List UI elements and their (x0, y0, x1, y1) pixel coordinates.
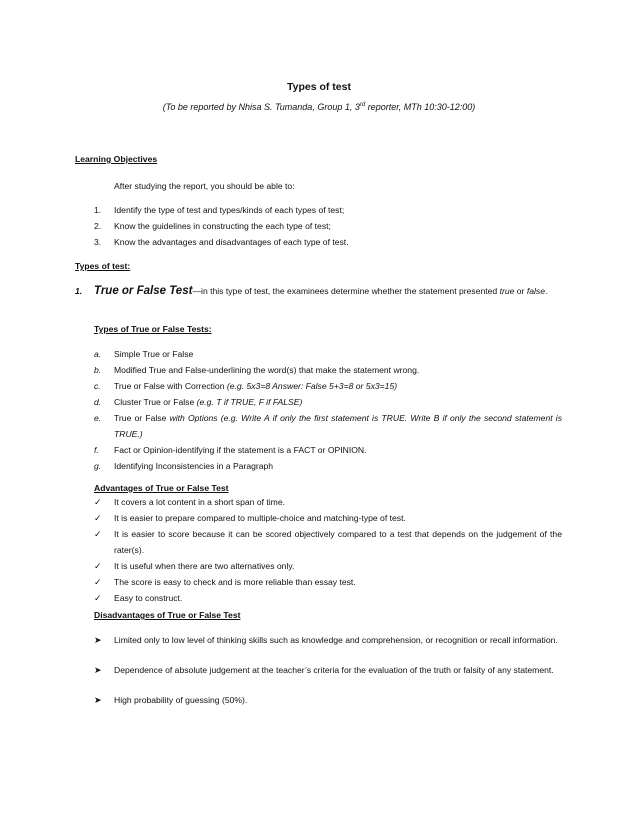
kind-text: Modified True and False-underlining the word(s) that make the statement wrong. (114, 365, 420, 375)
arrow-bullet-icon: ➤ (94, 695, 102, 705)
checkmark-icon: ✓ (94, 497, 102, 507)
objective-text: Identify the type of test and types/kinds of each types of test; (114, 205, 345, 215)
kind-letter: a. (94, 349, 102, 359)
objective-number: 2. (94, 221, 102, 231)
disadvantage-item (94, 692, 564, 708)
page-title: Types of test (287, 81, 351, 93)
disadvantages-heading: Disadvantages of True or False Test (94, 610, 241, 620)
advantage-text: It is easier to prepare compared to multiple-choice and matching-type of test. (114, 513, 406, 523)
objective-item (94, 202, 574, 218)
kind-text: True or False (114, 413, 170, 423)
true-false-name: True or False Test (94, 285, 193, 297)
kind-letter: b. (94, 365, 102, 375)
true-false-description (94, 283, 562, 299)
checkmark-icon: ✓ (94, 593, 102, 603)
disadvantage-item (94, 632, 564, 664)
advantage-item (94, 574, 564, 590)
tf-desc-true: true (499, 286, 515, 296)
advantage-item (94, 558, 564, 574)
kind-letter: g. (94, 461, 102, 471)
kind-letter: c. (94, 381, 101, 391)
kind-letter: f. (94, 445, 99, 455)
advantage-text: It is useful when there are two alternatives only. (114, 561, 295, 571)
disadvantage-item (94, 662, 564, 694)
advantage-item (94, 494, 564, 510)
type-number: 1. (75, 286, 83, 296)
checkmark-icon: ✓ (94, 513, 102, 523)
kind-letter: d. (94, 397, 102, 407)
advantage-text: The score is easy to check and is more reliable than essay test. (114, 577, 356, 587)
objective-item (94, 218, 574, 234)
advantage-item (94, 526, 564, 558)
disadvantage-text: High probability of guessing (50%). (114, 695, 248, 705)
tf-desc-text: —in this type of test, the examinees determine whether the statement presented (192, 286, 500, 296)
types-heading: Types of test: (75, 261, 131, 271)
advantage-text: It is easier to score because it can be scored objectively compared to a test that depends on the judgement of the rater(s). (114, 529, 562, 555)
tf-desc-or: or (514, 286, 525, 296)
kind-item (94, 378, 564, 394)
kind-item (94, 410, 564, 442)
checkmark-icon: ✓ (94, 561, 102, 571)
kind-example: (e.g. 5x3=8 Answer: False 5+3=8 or 5x3=15) (226, 381, 398, 391)
page-subtitle (0, 102, 638, 112)
tf-desc-false: false (526, 286, 545, 296)
kind-text: Identifying Inconsistencies in a Paragraph (114, 461, 274, 471)
objectives-intro: After studying the report, you should be able to: (114, 181, 295, 191)
kind-letter: e. (94, 413, 102, 423)
tf-desc-end: . (544, 286, 548, 296)
kind-text: Cluster True or False (114, 397, 197, 407)
objective-text: Know the guidelines in constructing the each type of test; (114, 221, 331, 231)
arrow-bullet-icon: ➤ (94, 665, 102, 675)
advantage-text: It covers a lot content in a short span of time. (114, 497, 286, 507)
kind-example: with Options (e.g. Write A if only the first statement is TRUE. Write B if only the second statement is TRUE.) (114, 413, 562, 439)
kind-item (94, 458, 564, 474)
checkmark-icon: ✓ (94, 577, 102, 587)
subtitle-text-end: reporter, MTh 10:30-12:00) (365, 102, 476, 112)
subtitle-text: (To be reported by Nhisa S. Tumanda, Group 1, 3 (162, 102, 360, 112)
kind-text: Fact or Opinion-identifying if the statement is a FACT or OPINION. (114, 445, 367, 455)
objective-number: 3. (94, 237, 102, 247)
kinds-heading: Types of True or False Tests: (94, 324, 212, 334)
kind-item (94, 442, 564, 458)
checkmark-icon: ✓ (94, 529, 102, 539)
objective-number: 1. (94, 205, 102, 215)
kind-item (94, 362, 564, 378)
kind-text: True or False with Correction (114, 381, 227, 391)
objectives-heading: Learning Objectives (75, 154, 158, 164)
arrow-bullet-icon: ➤ (94, 635, 102, 645)
true-false-intro (75, 283, 565, 317)
objective-item (94, 234, 574, 250)
advantage-text: Easy to construct. (114, 593, 183, 603)
subtitle-superscript: rd (359, 102, 366, 108)
disadvantage-text: Limited only to low level of thinking skills such as knowledge and comprehension, or recognition or recall information. (114, 635, 558, 645)
disadvantage-text: Dependence of absolute judgement at the teacher’s criteria for the evaluation of the truth or falsity of any statement. (114, 665, 554, 675)
kind-item (94, 394, 564, 410)
kind-text: Simple True or False (114, 349, 194, 359)
objective-text: Know the advantages and disadvantages of each type of test. (114, 237, 349, 247)
advantage-item (94, 590, 564, 606)
advantage-item (94, 510, 564, 526)
kind-example: (e.g. T if TRUE, F if FALSE) (196, 397, 303, 407)
kind-item (94, 346, 564, 362)
advantages-heading: Advantages of True or False Test (94, 483, 229, 493)
